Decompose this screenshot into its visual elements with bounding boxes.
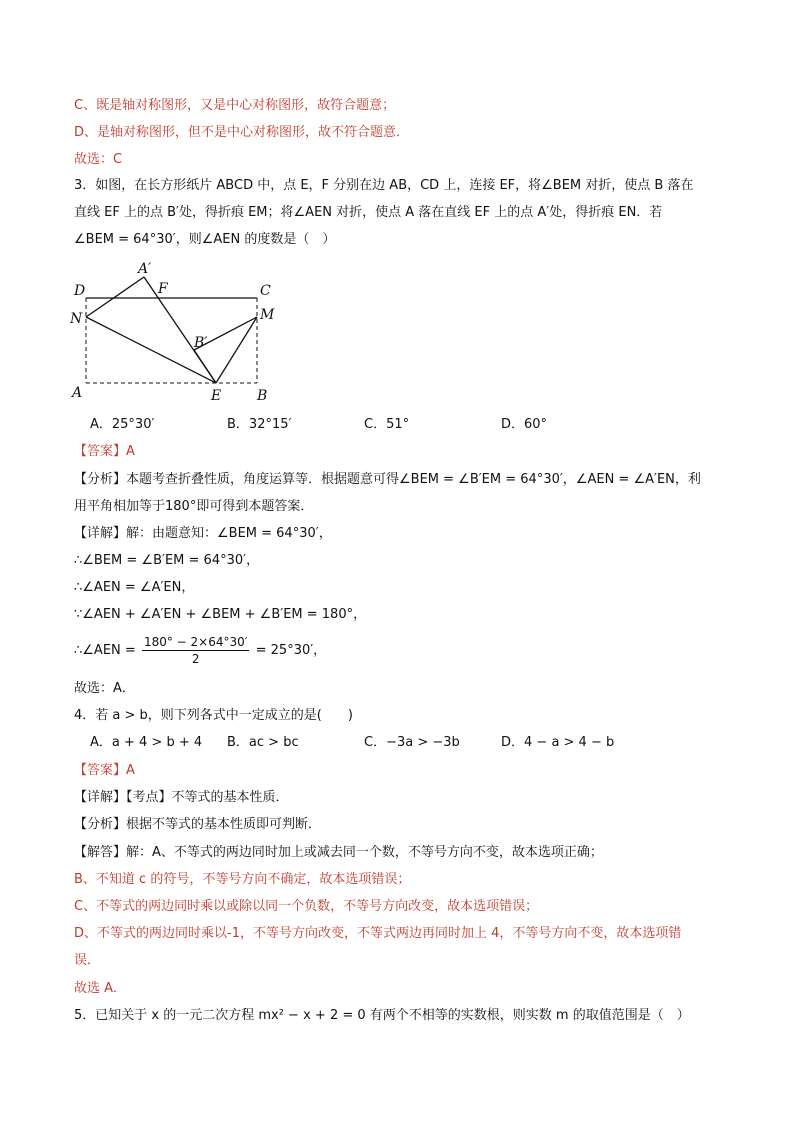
- q4-selection: 故选 A．: [74, 981, 127, 996]
- label-m: M: [260, 307, 275, 323]
- segment-n-aprime: [86, 277, 144, 317]
- fraction: [142, 634, 250, 667]
- q3-analysis-line-2: 用平角相加等于180°即可得到本题答案．: [74, 499, 314, 514]
- q3-option-c[interactable]: C．51°: [364, 417, 410, 432]
- label-b: B: [257, 388, 268, 404]
- q4-option-d-explanation-line-1: D、不等式的两边同时乘以-1，不等号方向改变，不等式两边再同时加上 4，不等号方向不变，故本选项错: [74, 926, 682, 941]
- q3-answer: 【答案】A: [74, 444, 135, 459]
- q3-analysis-line-1: 【分析】本题考查折叠性质，角度运算等．根据题意可得∠BEM = ∠B′EM = 64°30′，∠AEN = ∠A′EN，利: [74, 472, 701, 487]
- label-a: A: [72, 385, 83, 401]
- q3-fraction-line: [74, 633, 724, 669]
- q4-option-b[interactable]: B．ac > bc: [227, 735, 299, 750]
- question-3-options: [90, 415, 638, 435]
- q3-selection: 故选：A．: [74, 681, 135, 696]
- question-5: 5．已知关于 x 的一元二次方程 mx² − x + 2 = 0 有两个不相等的实数根，则实数 m 的取值范围是（ ）: [74, 1008, 690, 1023]
- q3-option-d[interactable]: D．60°: [501, 417, 548, 432]
- answer-selection-q2: 故选：C: [74, 152, 123, 167]
- label-n: N: [70, 311, 83, 327]
- q4-option-c[interactable]: C．−3a > −3b: [364, 735, 460, 750]
- q4-analysis: 【分析】根据不等式的基本性质即可判断．: [74, 817, 322, 832]
- q4-option-b-explanation: B、不知道 c 的符号，不等号方向不确定，故本选项错误；: [74, 872, 411, 887]
- question-4: 4．若 a > b，则下列各式中一定成立的是( ): [74, 708, 353, 723]
- option-d-explanation: D、是轴对称图形，但不是中心对称图形，故不符合题意．: [74, 125, 410, 140]
- fraction-denominator: 2: [191, 652, 200, 666]
- q4-answer: 【答案】A: [74, 763, 135, 778]
- rectangle-fold-figure: [60, 255, 290, 405]
- q3-detail-line-2: ∴∠BEM = ∠B′EM = 64°30′，: [74, 553, 260, 568]
- question-3-line-1: 3．如图，在长方形纸片 ABCD 中，点 E，F 分别在边 AB，CD 上，连接 EF，将∠BEM 对折，使点 B 落在: [74, 178, 694, 193]
- question-4-options: [90, 733, 638, 753]
- question-3-line-3: ∠BEM = 64°30′，则∠AEN 的度数是（ ）: [74, 232, 336, 247]
- label-b-prime: B′: [194, 335, 208, 351]
- q3-option-b[interactable]: B．32°15′: [227, 417, 292, 432]
- fraction-rhs: = 25°30′，: [255, 643, 327, 658]
- q4-option-a[interactable]: A．a + 4 > b + 4: [90, 735, 203, 750]
- label-d: D: [74, 283, 86, 299]
- label-e: E: [211, 388, 222, 404]
- label-a-prime: A′: [138, 261, 152, 277]
- q4-option-d-explanation-line-2: 误．: [74, 953, 101, 968]
- q4-solution: 【解答】解：A、不等式的两边同时加上或减去同一个数，不等号方向不变，故本选项正确；: [74, 845, 603, 860]
- q3-detail-line-4: ∵∠AEN + ∠A′EN + ∠BEM + ∠B′EM = 180°，: [74, 607, 367, 622]
- q4-option-d[interactable]: D．4 − a > 4 − b: [501, 735, 615, 750]
- q4-detail: 【详解】【考点】不等式的基本性质．: [74, 790, 289, 805]
- fraction-numerator: 180° − 2×64°30′: [143, 635, 248, 649]
- q3-detail-line-3: ∴∠AEN = ∠A′EN，: [74, 580, 195, 595]
- crease-em: [216, 317, 257, 383]
- label-c: C: [260, 283, 271, 299]
- q4-option-c-explanation: C、不等式的两边同时乘以或除以同一个负数，不等号方向改变，故本选项错误；: [74, 899, 539, 914]
- label-f: F: [158, 281, 168, 297]
- q3-detail-line-1: 【详解】解：由题意知：∠BEM = 64°30′，: [74, 526, 332, 541]
- fraction-lhs: ∴∠AEN =: [74, 643, 136, 658]
- q3-option-a[interactable]: A．25°30′: [90, 417, 155, 432]
- question-3-line-2: 直线 EF 上的点 B′处，得折痕 EM；将∠AEN 对折，使点 A 落在直线 EF 上的点 A′处，得折痕 EN．若: [74, 205, 663, 220]
- option-c-explanation: C、既是轴对称图形，又是中心对称图形，故符合题意；: [74, 98, 396, 113]
